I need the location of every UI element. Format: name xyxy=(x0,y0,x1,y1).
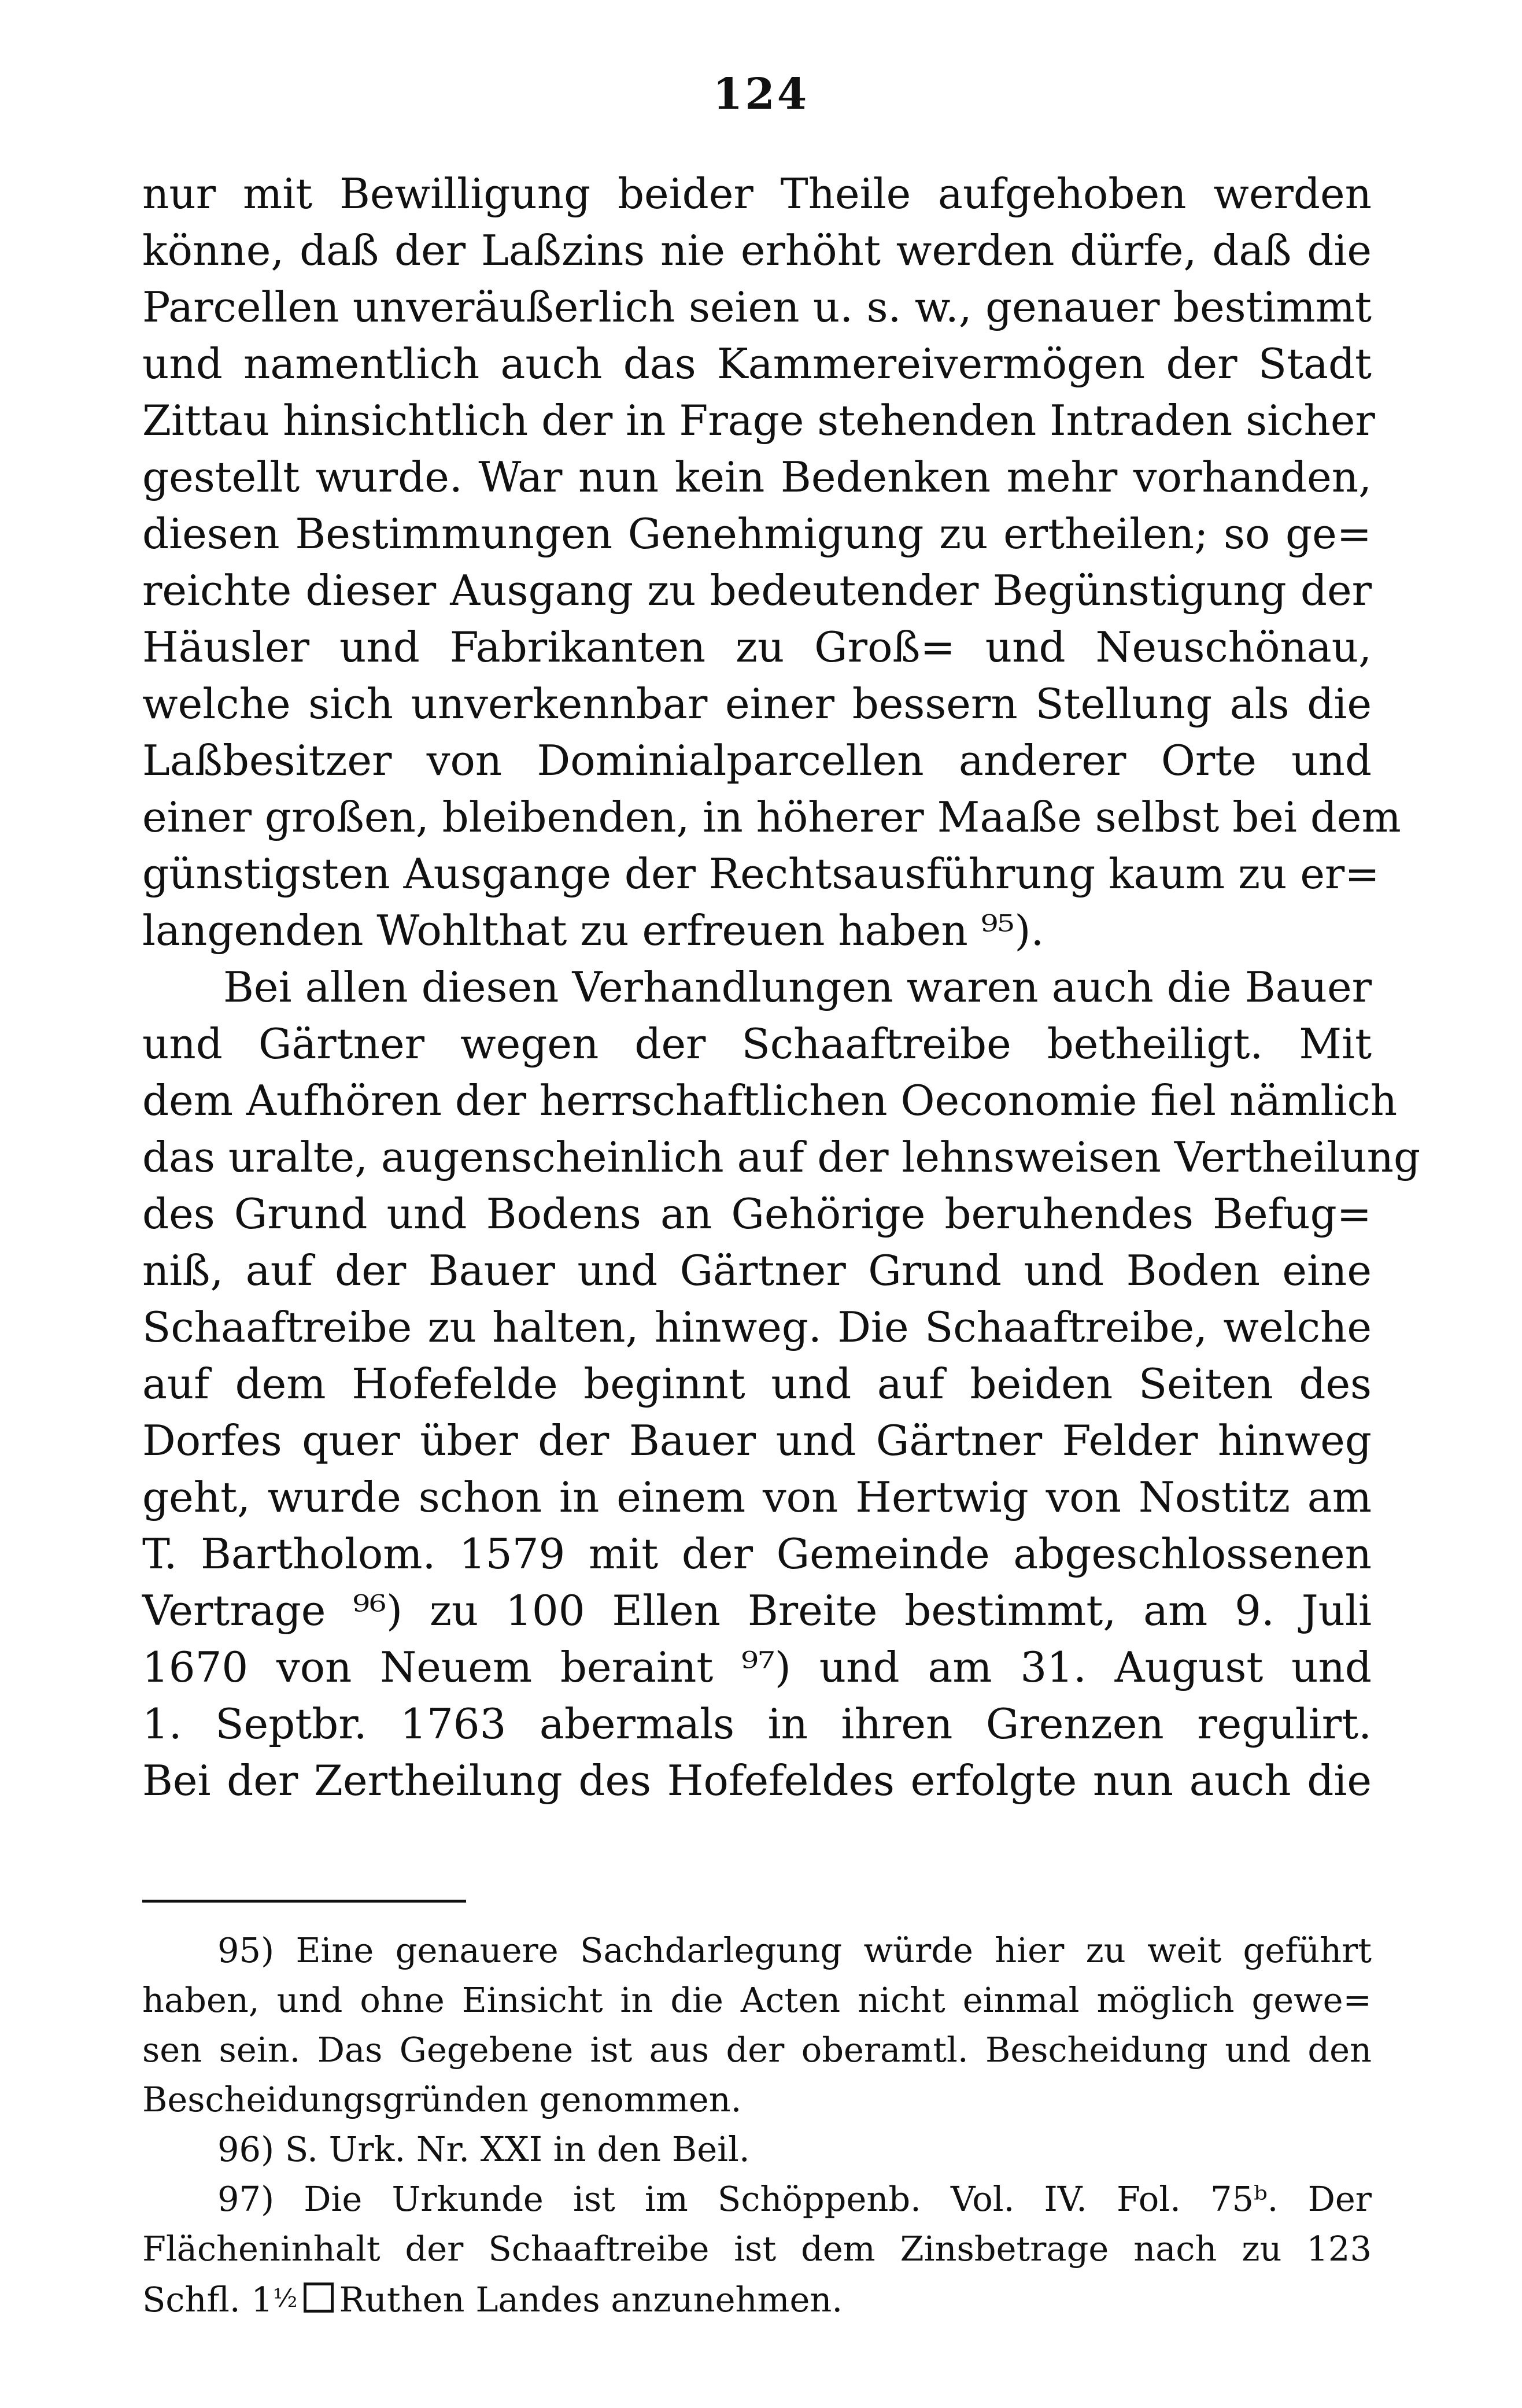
text-line: Bei der Zertheilung des Hofefeldes erfolgte nun auch die xyxy=(142,1756,1372,1805)
text-line: niß, auf der Bauer und Gärtner Grund und Boden eine xyxy=(142,1246,1372,1295)
footnote-line: haben, und ohne Einsicht in die Acten nicht einmal möglich gewe= xyxy=(142,1980,1372,2020)
text-line: günstigsten Ausgange der Rechtsausführung kaum zu er= xyxy=(142,850,1380,898)
text-line: Bei allen diesen Verhandlungen waren auch die Bauer xyxy=(223,963,1372,1011)
fraction: ½ xyxy=(272,2284,298,2313)
footnote-line: 97) Die Urkunde ist im Schöppenb. Vol. IV. Fol. 75ᵇ. Der xyxy=(217,2179,1372,2219)
text-line: Häusler und Fabrikanten zu Groß= und Neuschönau, xyxy=(142,623,1372,671)
text-line: reichte dieser Ausgang zu bedeutender Begünstigung der xyxy=(142,566,1372,615)
text-line: Vertrage ⁹⁶) zu 100 Ellen Breite bestimmt, am 9. Juli xyxy=(142,1586,1372,1635)
text-line: dem Aufhören der herrschaftlichen Oeconomie fiel nämlich xyxy=(142,1076,1398,1125)
footnote-line: Flächeninhalt der Schaaftreibe ist dem Zinsbetrage nach zu 123 xyxy=(142,2229,1372,2269)
text-line: des Grund und Bodens an Gehörige beruhendes Befug= xyxy=(142,1190,1372,1238)
text-line: und namentlich auch das Kammereivermögen der Stadt xyxy=(142,339,1372,388)
text-line: Dorfes quer über der Bauer und Gärtner Felder hinweg xyxy=(142,1416,1372,1465)
text-line: einer großen, bleibenden, in höherer Maaße selbst bei dem xyxy=(142,793,1401,841)
text-line: geht, wurde schon in einem von Hertwig von Nostitz am xyxy=(142,1473,1372,1521)
text-line: diesen Bestimmungen Genehmigung zu ertheilen; so ge= xyxy=(142,509,1372,558)
text-line: welche sich unverkennbar einer bessern Stellung als die xyxy=(142,679,1372,728)
text-line: T. Bartholom. 1579 mit der Gemeinde abgeschlossenen xyxy=(142,1530,1372,1578)
text-line: Laßbesitzer von Dominialparcellen anderer Orte und xyxy=(142,736,1372,785)
footnotes xyxy=(142,1926,1372,2324)
text-line: und Gärtner wegen der Schaaftreibe betheiligt. Mit xyxy=(142,1020,1372,1068)
text-line: 1. Septbr. 1763 abermals in ihren Grenzen regulirt. xyxy=(142,1700,1372,1748)
footnote-line: Bescheidungsgründen genommen. xyxy=(142,2080,742,2119)
text-line: auf dem Hofefelde beginnt und auf beiden Seiten des xyxy=(142,1360,1372,1408)
main-text xyxy=(142,165,1421,1809)
text-line: 1670 von Neuem beraint ⁹⁷) und am 31. August und xyxy=(142,1643,1372,1691)
page-number: 124 xyxy=(712,69,810,119)
text-line: das uralte, augenscheinlich auf der lehnsweisen Vertheilung xyxy=(142,1133,1421,1181)
footnote-text: Ruthen Landes anzunehmen. xyxy=(339,2280,843,2320)
text-line: gestellt wurde. War nun kein Bedenken mehr vorhanden, xyxy=(142,453,1372,501)
footnote-line: 95) Eine genauere Sachdarlegung würde hier zu weit geführt xyxy=(217,1930,1372,1970)
text-line: Zittau hinsichtlich der in Frage stehenden Intraden sicher xyxy=(142,396,1375,445)
footnote-line: 96) S. Urk. Nr. XXI in den Beil. xyxy=(217,2129,750,2169)
text-line: nur mit Bewilligung beider Theile aufgehoben werden xyxy=(142,169,1372,218)
square-symbol xyxy=(304,2283,334,2313)
footnote-text: Schfl. 1 xyxy=(142,2280,273,2320)
text-line: Parcellen unveräußerlich seien u. s. w., genauer bestimmt xyxy=(142,283,1372,331)
footnote-line-last xyxy=(142,2274,1372,2324)
text-line: langenden Wohlthat zu erfreuen haben ⁹⁵). xyxy=(142,906,1044,955)
text-line: Schaaftreibe zu halten, hinweg. Die Schaaftreibe, welche xyxy=(142,1303,1372,1351)
footnote-line: sen sein. Das Gegebene ist aus der oberamtl. Bescheidung und den xyxy=(142,2030,1372,2070)
text-line: könne, daß der Laßzins nie erhöht werden dürfe, daß die xyxy=(142,226,1372,275)
footnote-divider xyxy=(142,1900,466,1903)
